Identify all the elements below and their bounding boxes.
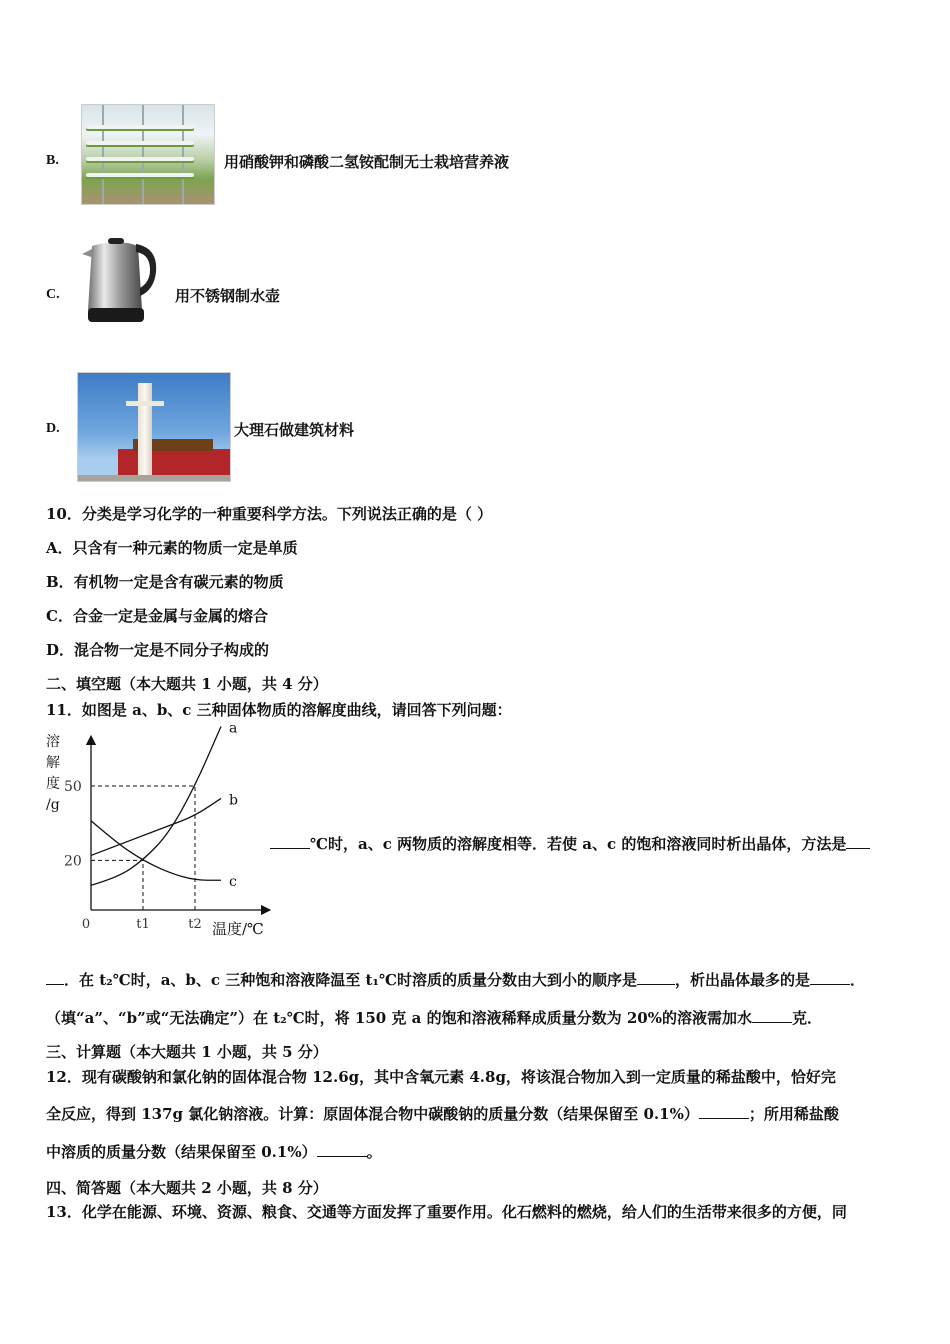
origin-label: 0: [81, 917, 91, 932]
q12-blank-1[interactable]: [699, 1104, 749, 1119]
curve-label-c: c: [229, 874, 237, 891]
marble-column-photo: [77, 372, 231, 482]
q12-line2: 全反应，得到 137g 氯化钠溶液。计算：原固体混合物中碳酸钠的质量分数（结果保留至 0.1%） ；所用稀盐酸: [46, 1105, 839, 1123]
q10-stem: 10．分类是学习化学的一种重要科学方法。下列说法正确的是（ ）: [46, 505, 493, 523]
q12-blank-2[interactable]: [317, 1142, 367, 1157]
q11-line3: （填“a”、“b”或“无法确定”）在 t₂℃时，将 150 克 a 的饱和溶液稀释成质量分数为 20%的溶液需加水 克．: [46, 1009, 822, 1027]
q10-option-b: B．有机物一定是含有碳元素的物质: [46, 573, 284, 591]
option-c-letter: C.: [46, 287, 60, 302]
q11-blank-2[interactable]: [846, 834, 870, 849]
y-axis-label-char: 度: [46, 776, 60, 792]
y-tick-label: 20: [64, 853, 82, 870]
q11-blank-5[interactable]: [752, 1008, 792, 1023]
option-d-text: 大理石做建筑材料: [234, 421, 355, 439]
section-3-heading: 三、计算题（本大题共 1 小题，共 5 分）: [46, 1043, 328, 1061]
x-tick-label: t2: [188, 917, 202, 932]
option-b-letter: B.: [46, 153, 59, 168]
y-axis-label-char: 溶: [46, 734, 60, 750]
q11-blank-2b[interactable]: [46, 970, 64, 985]
curve-a: [91, 726, 221, 885]
q11-blank-1[interactable]: [270, 834, 310, 849]
y-axis-label-char: /g: [46, 797, 60, 813]
x-tick-label: t1: [136, 917, 150, 932]
q11-line1: ℃时，a、c 两物质的溶解度相等．若使 a、c 的饱和溶液同时析出晶体，方法是: [270, 834, 870, 854]
stainless-kettle-photo: [78, 232, 162, 330]
greenhouse-hydroponics-photo: [81, 104, 215, 205]
y-axis-label-char: 解: [46, 755, 60, 771]
curve-c: [91, 821, 221, 881]
y-tick-label: 50: [64, 779, 82, 795]
q11-blank-4[interactable]: [810, 970, 850, 985]
option-c-text: 用不锈钢制水壶: [175, 287, 281, 305]
q11-line2: ．在 t₂℃时，a、b、c 三种饱和溶液降温至 t₁℃时溶质的质量分数由大到小的顺序是 ，析出晶体最多的是 ．: [46, 970, 865, 990]
q11-blank-3[interactable]: [637, 970, 675, 985]
q12-line1: 12．现有碳酸钠和氯化钠的固体混合物 12.6g，其中含氧元素 4.8g，将该混合物加入到一定质量的稀盐酸中，恰好完: [46, 1068, 836, 1086]
q11-stem: 11．如图是 a、b、c 三种固体物质的溶解度曲线，请回答下列问题：: [46, 701, 512, 719]
q10-option-a: A．只含有一种元素的物质一定是单质: [46, 539, 298, 557]
q10-option-c: C．合金一定是金属与金属的熔合: [46, 607, 268, 625]
q12-line3: 中溶质的质量分数（结果保留至 0.1%） 。: [46, 1143, 382, 1161]
option-d-letter: D.: [46, 421, 60, 436]
x-axis-label: 温度/℃: [212, 920, 264, 938]
solubility-chart: [44, 720, 276, 940]
curve-label-a: a: [229, 720, 238, 737]
option-b-text: 用硝酸钾和磷酸二氢铵配制无士栽培营养液: [224, 153, 510, 171]
q10-option-d: D．混合物一定是不同分子构成的: [46, 641, 270, 659]
section-2-heading: 二、填空题（本大题共 1 小题，共 4 分）: [46, 675, 328, 693]
section-4-heading: 四、简答题（本大题共 2 小题，共 8 分）: [46, 1179, 328, 1197]
curve-label-b: b: [229, 792, 238, 809]
q13-line1: 13．化学在能源、环境、资源、粮食、交通等方面发挥了重要作用。化石燃料的燃烧，给人们的生活带来很多的方便，同: [46, 1203, 847, 1221]
